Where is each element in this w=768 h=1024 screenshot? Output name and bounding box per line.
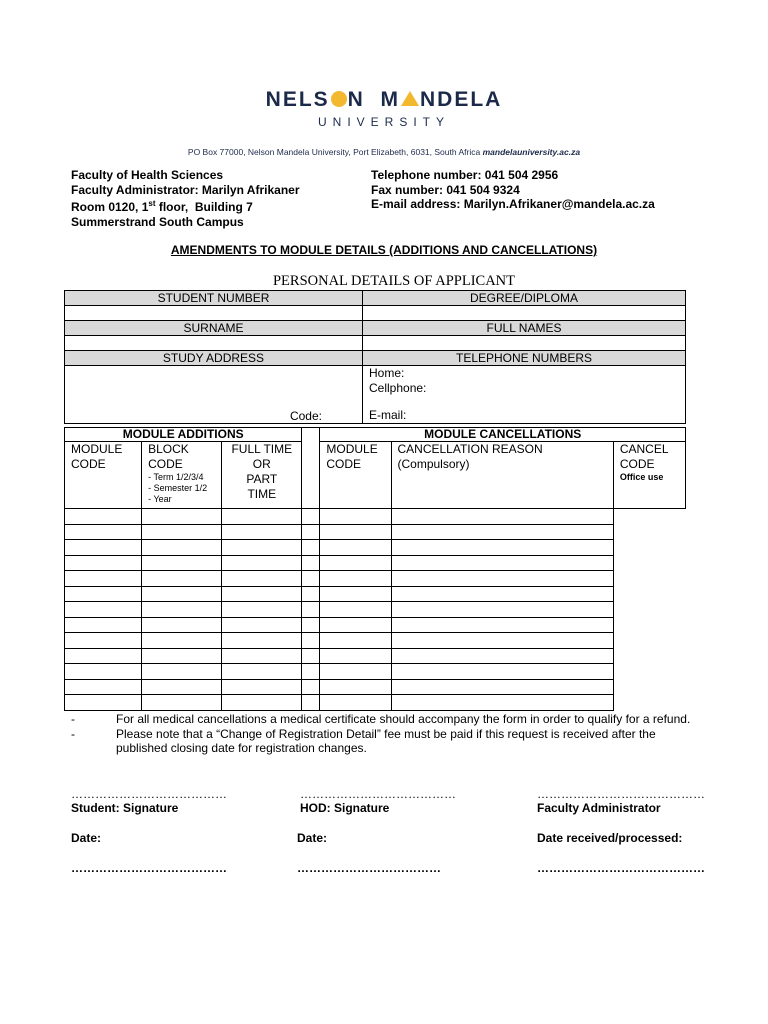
sun-icon bbox=[331, 91, 347, 107]
module-entry-row bbox=[65, 586, 686, 602]
add-module-code-cell[interactable] bbox=[65, 524, 142, 540]
hod-signature-label: HOD: Signature bbox=[300, 801, 390, 815]
admin-signature-line[interactable]: …………………………………… bbox=[537, 787, 705, 801]
cancellation-reason-cell[interactable] bbox=[320, 524, 391, 540]
cancel-code-cell[interactable] bbox=[391, 679, 613, 695]
surname-field[interactable] bbox=[65, 336, 363, 351]
logo-text-part-1: NELS bbox=[265, 88, 330, 111]
block-code-cell[interactable] bbox=[142, 540, 222, 556]
office-use-label: Office use bbox=[619, 472, 664, 482]
cancellation-reason-cell[interactable] bbox=[320, 586, 391, 602]
add-module-code-cell[interactable] bbox=[65, 571, 142, 587]
cancel-code-cell[interactable] bbox=[391, 602, 613, 618]
cancel-module-code-cell[interactable] bbox=[302, 602, 320, 618]
surname-label: SURNAME bbox=[65, 321, 363, 336]
contact-details bbox=[371, 168, 655, 212]
cancel-module-code-cell[interactable] bbox=[302, 586, 320, 602]
cancel-module-code-cell[interactable] bbox=[302, 648, 320, 664]
full-time-cell[interactable] bbox=[222, 524, 302, 540]
add-module-code-cell[interactable] bbox=[65, 555, 142, 571]
degree-label: DEGREE/DIPLOMA bbox=[363, 291, 686, 306]
cancel-module-code-cell[interactable] bbox=[302, 679, 320, 695]
header-line: MODULE bbox=[71, 442, 123, 456]
campus-name: Summerstrand South Campus bbox=[71, 214, 244, 229]
note-item bbox=[71, 741, 751, 756]
full-time-cell[interactable] bbox=[222, 602, 302, 618]
header-line: FULL TIME bbox=[231, 442, 293, 456]
date-received-label: Date received/processed: bbox=[537, 831, 683, 845]
add-module-code-cell[interactable] bbox=[65, 633, 142, 649]
cancel-code-cell[interactable] bbox=[391, 695, 613, 711]
add-module-code-cell[interactable] bbox=[65, 602, 142, 618]
cancellation-reason-cell[interactable] bbox=[320, 571, 391, 587]
header-line: CANCELLATION REASON bbox=[397, 442, 543, 456]
notes bbox=[71, 712, 751, 756]
logo-text-part-2: N M bbox=[347, 88, 400, 111]
note-text: published closing date for registration changes. bbox=[116, 741, 367, 755]
block-code-cell[interactable] bbox=[142, 695, 222, 711]
university-logo bbox=[0, 88, 768, 112]
cancel-module-code-cell[interactable] bbox=[302, 664, 320, 680]
full-names-field[interactable] bbox=[363, 336, 686, 351]
module-entry-row bbox=[65, 571, 686, 587]
block-note: - Semester 1/2 bbox=[148, 483, 208, 493]
full-time-cell[interactable] bbox=[222, 695, 302, 711]
cellphone-label: Cellphone: bbox=[369, 381, 427, 395]
header-line: CODE bbox=[619, 457, 655, 471]
hod-date-label: Date: bbox=[297, 831, 328, 845]
study-address-label: STUDY ADDRESS bbox=[65, 351, 363, 366]
full-time-cell[interactable] bbox=[222, 617, 302, 633]
email-label: E-mail: bbox=[369, 408, 407, 422]
block-code-header bbox=[142, 442, 222, 509]
student-signature-label: Student: Signature bbox=[71, 801, 179, 815]
block-code-cell[interactable] bbox=[142, 586, 222, 602]
block-code-cell[interactable] bbox=[142, 524, 222, 540]
full-time-cell[interactable] bbox=[222, 633, 302, 649]
block-code-cell[interactable] bbox=[142, 555, 222, 571]
logo-text-part-3: NDELA bbox=[420, 88, 503, 111]
cancellation-reason-cell[interactable] bbox=[320, 555, 391, 571]
cancellation-reason-cell[interactable] bbox=[320, 617, 391, 633]
cancel-code-cell[interactable] bbox=[391, 509, 613, 525]
cancellation-reason-cell[interactable] bbox=[320, 664, 391, 680]
block-code-cell[interactable] bbox=[142, 679, 222, 695]
header-line: CODE bbox=[326, 457, 362, 471]
module-additions-title: MODULE ADDITIONS bbox=[65, 428, 302, 442]
cancel-code-header bbox=[613, 442, 685, 509]
full-time-cell[interactable] bbox=[222, 555, 302, 571]
cancel-module-code-header bbox=[320, 442, 391, 509]
header-line: TIME bbox=[247, 487, 277, 501]
study-address-field[interactable] bbox=[65, 366, 363, 424]
cancel-code-cell[interactable] bbox=[391, 586, 613, 602]
header-line: CODE bbox=[148, 457, 183, 471]
cancellation-reason-header bbox=[391, 442, 613, 509]
telephone-numbers-field[interactable] bbox=[363, 366, 686, 424]
module-entry-row bbox=[65, 679, 686, 695]
full-time-cell[interactable] bbox=[222, 571, 302, 587]
website-link[interactable]: mandelauniversity.ac.za bbox=[482, 147, 581, 157]
code-label: Code: bbox=[289, 409, 322, 423]
hod-signature-line[interactable]: ………………………………… bbox=[300, 787, 456, 801]
cancel-module-code-cell[interactable] bbox=[302, 571, 320, 587]
postal-address bbox=[0, 147, 768, 157]
full-time-cell[interactable] bbox=[222, 648, 302, 664]
faculty-admin-label: Faculty Administrator bbox=[537, 801, 661, 815]
faculty-administrator: Faculty Administrator: Marilyn Afrikaner bbox=[71, 182, 300, 197]
cancel-module-code-cell[interactable] bbox=[302, 509, 320, 525]
block-code-cell[interactable] bbox=[142, 509, 222, 525]
cancel-code-cell[interactable] bbox=[391, 555, 613, 571]
note-bullet: - bbox=[71, 726, 75, 741]
student-number-field[interactable] bbox=[65, 306, 363, 321]
module-entry-row bbox=[65, 602, 686, 618]
logo-university-text: UNIVERSITY bbox=[317, 115, 450, 129]
add-module-code-header bbox=[65, 442, 142, 509]
block-note: - Year bbox=[148, 494, 172, 504]
note-item bbox=[71, 712, 751, 727]
cancellation-reason-cell[interactable] bbox=[320, 679, 391, 695]
student-signature-line[interactable]: ………………………………… bbox=[71, 787, 227, 801]
cancel-module-code-cell[interactable] bbox=[302, 524, 320, 540]
module-entry-row bbox=[65, 664, 686, 680]
email-address: E-mail address: Marilyn.Afrikaner@mandela.ac.za bbox=[371, 197, 655, 211]
triangle-icon bbox=[401, 91, 419, 106]
telephone-numbers-label: TELEPHONE NUMBERS bbox=[363, 351, 686, 366]
block-code-cell[interactable] bbox=[142, 617, 222, 633]
cancellation-reason-cell[interactable] bbox=[320, 509, 391, 525]
cancel-module-code-cell[interactable] bbox=[302, 540, 320, 556]
block-code-cell[interactable] bbox=[142, 648, 222, 664]
personal-details-table bbox=[64, 290, 686, 424]
student-number-label: STUDENT NUMBER bbox=[65, 291, 363, 306]
note-bullet: - bbox=[71, 712, 75, 726]
cancellation-reason-cell[interactable] bbox=[320, 602, 391, 618]
telephone-number: Telephone number: 041 504 2956 bbox=[371, 168, 559, 182]
cancel-code-cell[interactable] bbox=[391, 664, 613, 680]
header-line: (Compulsory) bbox=[397, 457, 470, 471]
add-module-code-cell[interactable] bbox=[65, 664, 142, 680]
header-line: MODULE bbox=[326, 442, 378, 456]
module-cancellations-title: MODULE CANCELLATIONS bbox=[320, 428, 686, 442]
full-time-header bbox=[222, 442, 302, 509]
cancel-code-cell[interactable] bbox=[391, 617, 613, 633]
header-line: CODE bbox=[71, 457, 106, 471]
cancel-module-code-cell[interactable] bbox=[302, 617, 320, 633]
degree-field[interactable] bbox=[363, 306, 686, 321]
block-code-cell[interactable] bbox=[142, 602, 222, 618]
personal-details-heading: PERSONAL DETAILS OF APPLICANT bbox=[272, 273, 515, 289]
module-entry-row bbox=[65, 695, 686, 711]
cancel-code-cell[interactable] bbox=[391, 633, 613, 649]
block-note: - Term 1/2/3/4 bbox=[148, 472, 204, 482]
module-entry-row bbox=[65, 555, 686, 571]
block-code-cell[interactable] bbox=[142, 664, 222, 680]
cancel-module-code-cell[interactable] bbox=[302, 695, 320, 711]
full-time-cell[interactable] bbox=[222, 586, 302, 602]
cancel-code-cell[interactable] bbox=[391, 571, 613, 587]
add-module-code-cell[interactable] bbox=[65, 695, 142, 711]
cancellation-reason-cell[interactable] bbox=[320, 648, 391, 664]
note-text: Please note that a “Change of Registration Detail” fee must be paid if this request is received after the bbox=[116, 726, 656, 741]
module-entry-row bbox=[65, 524, 686, 540]
cancellation-reason-cell[interactable] bbox=[320, 633, 391, 649]
cancellation-reason-cell[interactable] bbox=[320, 695, 391, 711]
full-time-cell[interactable] bbox=[222, 679, 302, 695]
cancellation-reason-cell[interactable] bbox=[320, 540, 391, 556]
full-time-cell[interactable] bbox=[222, 664, 302, 680]
home-label: Home: bbox=[369, 366, 405, 380]
note-item bbox=[71, 727, 751, 742]
cancel-module-code-cell[interactable] bbox=[302, 555, 320, 571]
note-text: For all medical cancellations a medical certificate should accompany the form in order to qualify for a refund. bbox=[116, 712, 691, 726]
address-text: PO Box 77000, Nelson Mandela University, Port Elizabeth, 6031, South Africa bbox=[187, 147, 481, 157]
module-entry-row bbox=[65, 540, 686, 556]
faculty-name: Faculty of Health Sciences bbox=[71, 168, 224, 182]
room-location: Room 0120, 1st floor, Building 7 bbox=[71, 199, 253, 214]
cancel-code-cell[interactable] bbox=[391, 524, 613, 540]
header-line: PART bbox=[246, 472, 278, 486]
full-names-label: FULL NAMES bbox=[363, 321, 686, 336]
faculty-details bbox=[71, 168, 300, 229]
cancel-code-cell[interactable] bbox=[391, 540, 613, 556]
student-date-label: Date: bbox=[71, 831, 102, 845]
form-title: AMENDMENTS TO MODULE DETAILS (ADDITIONS AND CANCELLATIONS) bbox=[170, 243, 598, 257]
table-divider bbox=[302, 428, 320, 509]
add-module-code-cell[interactable] bbox=[65, 540, 142, 556]
add-module-code-cell[interactable] bbox=[65, 509, 142, 525]
cancel-module-code-cell[interactable] bbox=[302, 633, 320, 649]
module-entry-row bbox=[65, 648, 686, 664]
module-table bbox=[64, 427, 686, 711]
header-line: BLOCK bbox=[148, 442, 189, 456]
block-code-cell[interactable] bbox=[142, 633, 222, 649]
module-entry-row bbox=[65, 509, 686, 525]
add-module-code-cell[interactable] bbox=[65, 586, 142, 602]
full-time-cell[interactable] bbox=[222, 509, 302, 525]
header-line: CANCEL bbox=[619, 442, 669, 456]
add-module-code-cell[interactable] bbox=[65, 648, 142, 664]
hod-date-line[interactable]: ……………………………… bbox=[297, 861, 441, 875]
add-module-code-cell[interactable] bbox=[65, 617, 142, 633]
date-received-line[interactable]: …………………………………… bbox=[537, 861, 705, 875]
header-line: OR bbox=[252, 457, 271, 471]
student-date-line[interactable]: ………………………………… bbox=[71, 861, 227, 875]
module-entry-row bbox=[65, 633, 686, 649]
cancel-code-cell[interactable] bbox=[391, 648, 613, 664]
fax-number: Fax number: 041 504 9324 bbox=[371, 182, 520, 197]
block-code-cell[interactable] bbox=[142, 571, 222, 587]
full-time-cell[interactable] bbox=[222, 540, 302, 556]
add-module-code-cell[interactable] bbox=[65, 679, 142, 695]
module-entry-row bbox=[65, 617, 686, 633]
